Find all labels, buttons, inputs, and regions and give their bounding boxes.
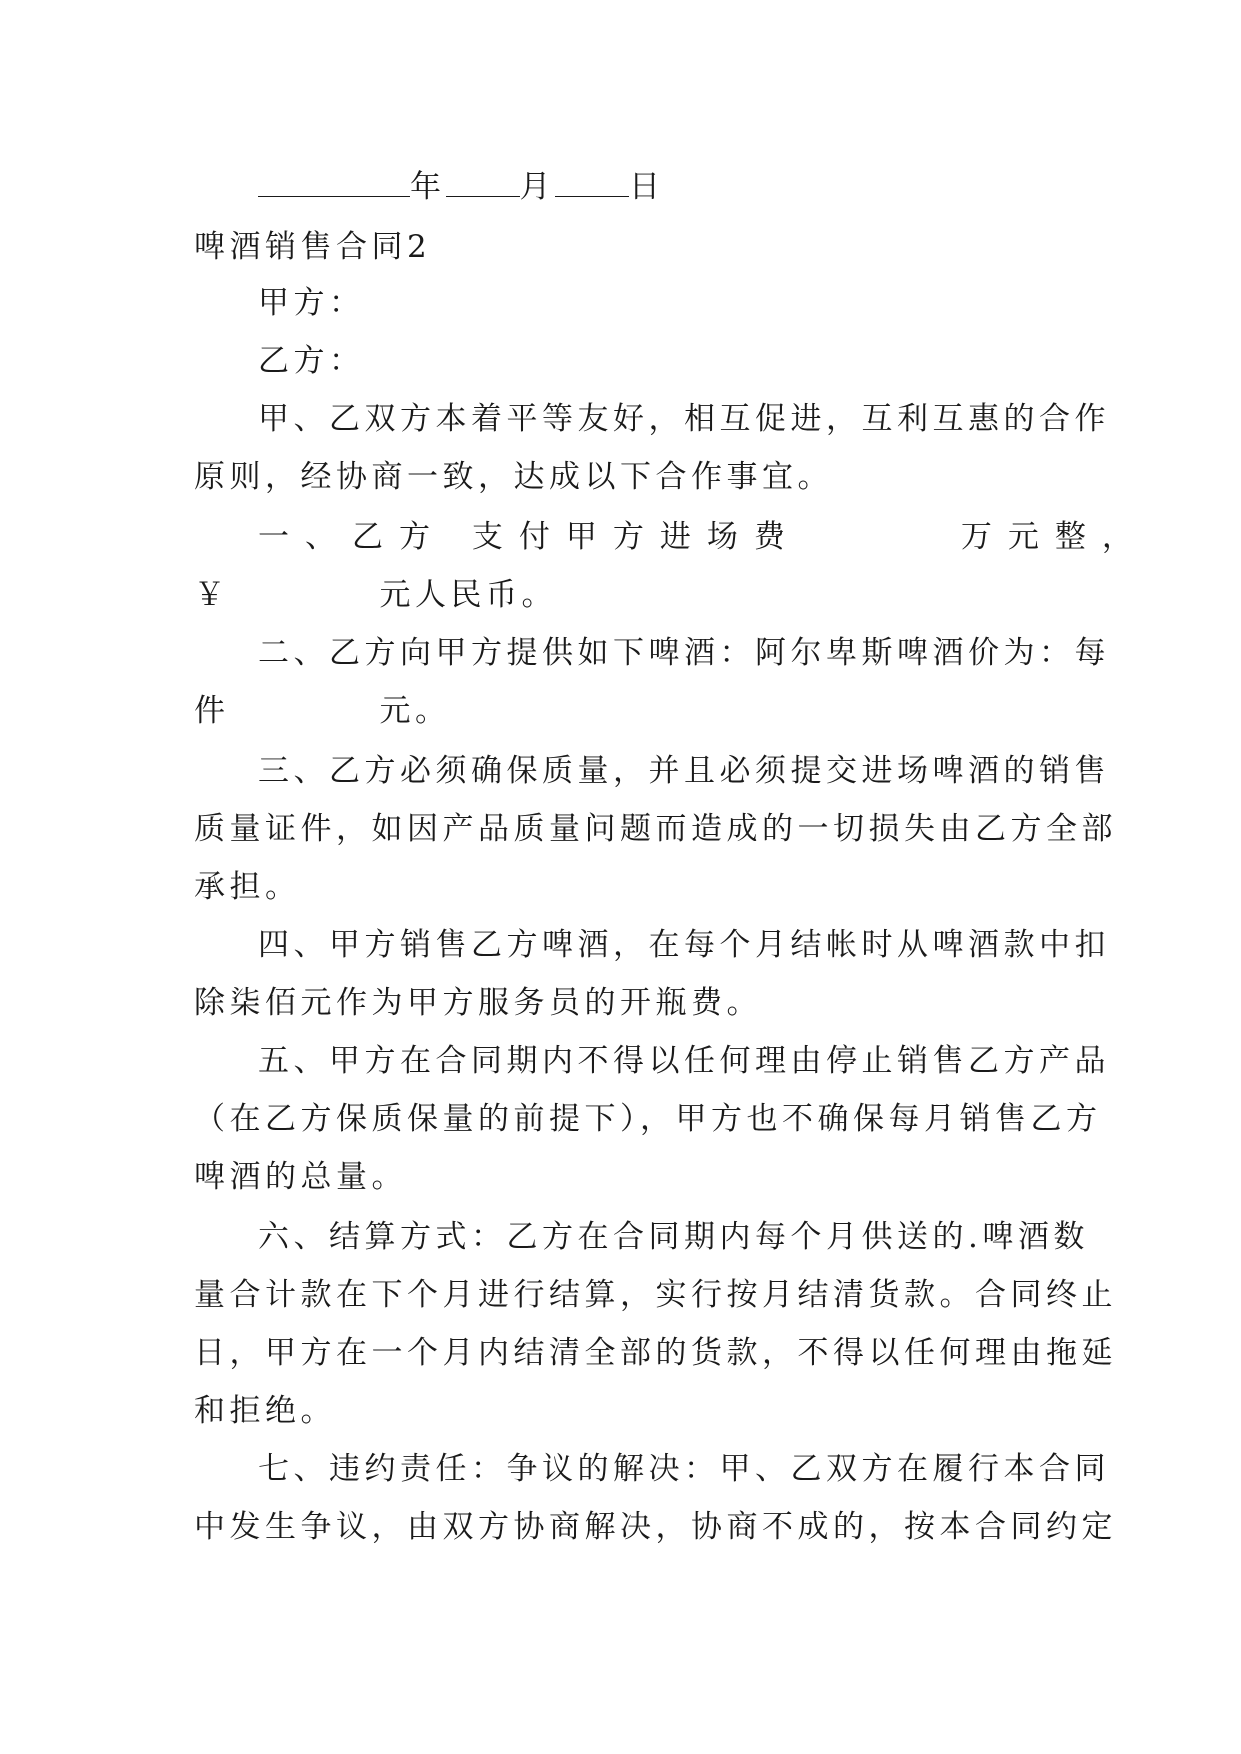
preamble-line-2: 原则，经协商一致，达成以下合作事宜。 (194, 459, 833, 495)
day-blank (555, 162, 629, 197)
clause-1-part-1: 一、乙方 (258, 519, 446, 555)
clause-1-part-2: 支付甲方进场费 (471, 519, 801, 555)
clause-7-line-2: 中发生争议，由双方协商解决，协商不成的，按本合同约定 (194, 1509, 1117, 1545)
clause-5-line-3: 啤酒的总量。 (194, 1159, 407, 1195)
clause-2-yuan: 元。 (379, 693, 451, 729)
clause-2-line-1: 二、乙方向甲方提供如下啤酒：阿尔卑斯啤酒价为：每 (258, 635, 1110, 671)
clause-4-line-2: 除柒佰元作为甲方服务员的开瓶费。 (194, 985, 762, 1021)
party-b-label: 乙方： (258, 343, 365, 379)
clause-1-line-2 (194, 566, 557, 624)
clause-5-line-2: （在乙方保质保量的前提下），甲方也不确保每月销售乙方 (194, 1101, 1102, 1137)
clause-6-line-1: 六、结算方式：乙方在合同期内每个月供送的.啤酒数 (258, 1219, 1089, 1255)
currency-symbol: ￥ (194, 577, 230, 613)
clause-1-part-4: 元人民币。 (379, 577, 557, 613)
clause-6-line-2: 量合计款在下个月进行结算，实行按月结清货款。合同终止 (194, 1277, 1117, 1313)
preamble-line-1: 甲、乙双方本着平等友好，相互促进，互利互惠的合作 (258, 401, 1110, 437)
year-blank (258, 162, 410, 197)
month-blank (446, 162, 520, 197)
clause-2-line-2 (194, 682, 451, 740)
clause-3-line-1: 三、乙方必须确保质量，并且必须提交进场啤酒的销售 (258, 753, 1110, 789)
clause-6-line-4: 和拒绝。 (194, 1393, 336, 1429)
clause-4-line-1: 四、甲方销售乙方啤酒，在每个月结帐时从啤酒款中扣 (258, 927, 1110, 963)
clause-2-unit: 件 (194, 693, 230, 729)
date-line (258, 158, 665, 216)
clause-7-line-1: 七、违约责任：争议的解决：甲、乙双方在履行本合同 (258, 1451, 1110, 1487)
party-a-label: 甲方： (258, 285, 365, 321)
year-label: 年 (410, 169, 446, 205)
clause-3-line-3: 承担。 (194, 869, 301, 905)
clause-6-line-3: 日，甲方在一个月内结清全部的货款，不得以任何理由拖延 (194, 1335, 1117, 1371)
clause-1-line-1 (258, 508, 1149, 566)
day-label: 日 (629, 169, 665, 205)
clause-5-line-1: 五、甲方在合同期内不得以任何理由停止销售乙方产品 (258, 1043, 1110, 1079)
clause-3-line-2: 质量证件，如因产品质量问题而造成的一切损失由乙方全部 (194, 811, 1117, 847)
contract-title: 啤酒销售合同2 (194, 229, 432, 265)
month-label: 月 (519, 169, 555, 205)
clause-1-part-3: 万元整， (960, 519, 1149, 555)
